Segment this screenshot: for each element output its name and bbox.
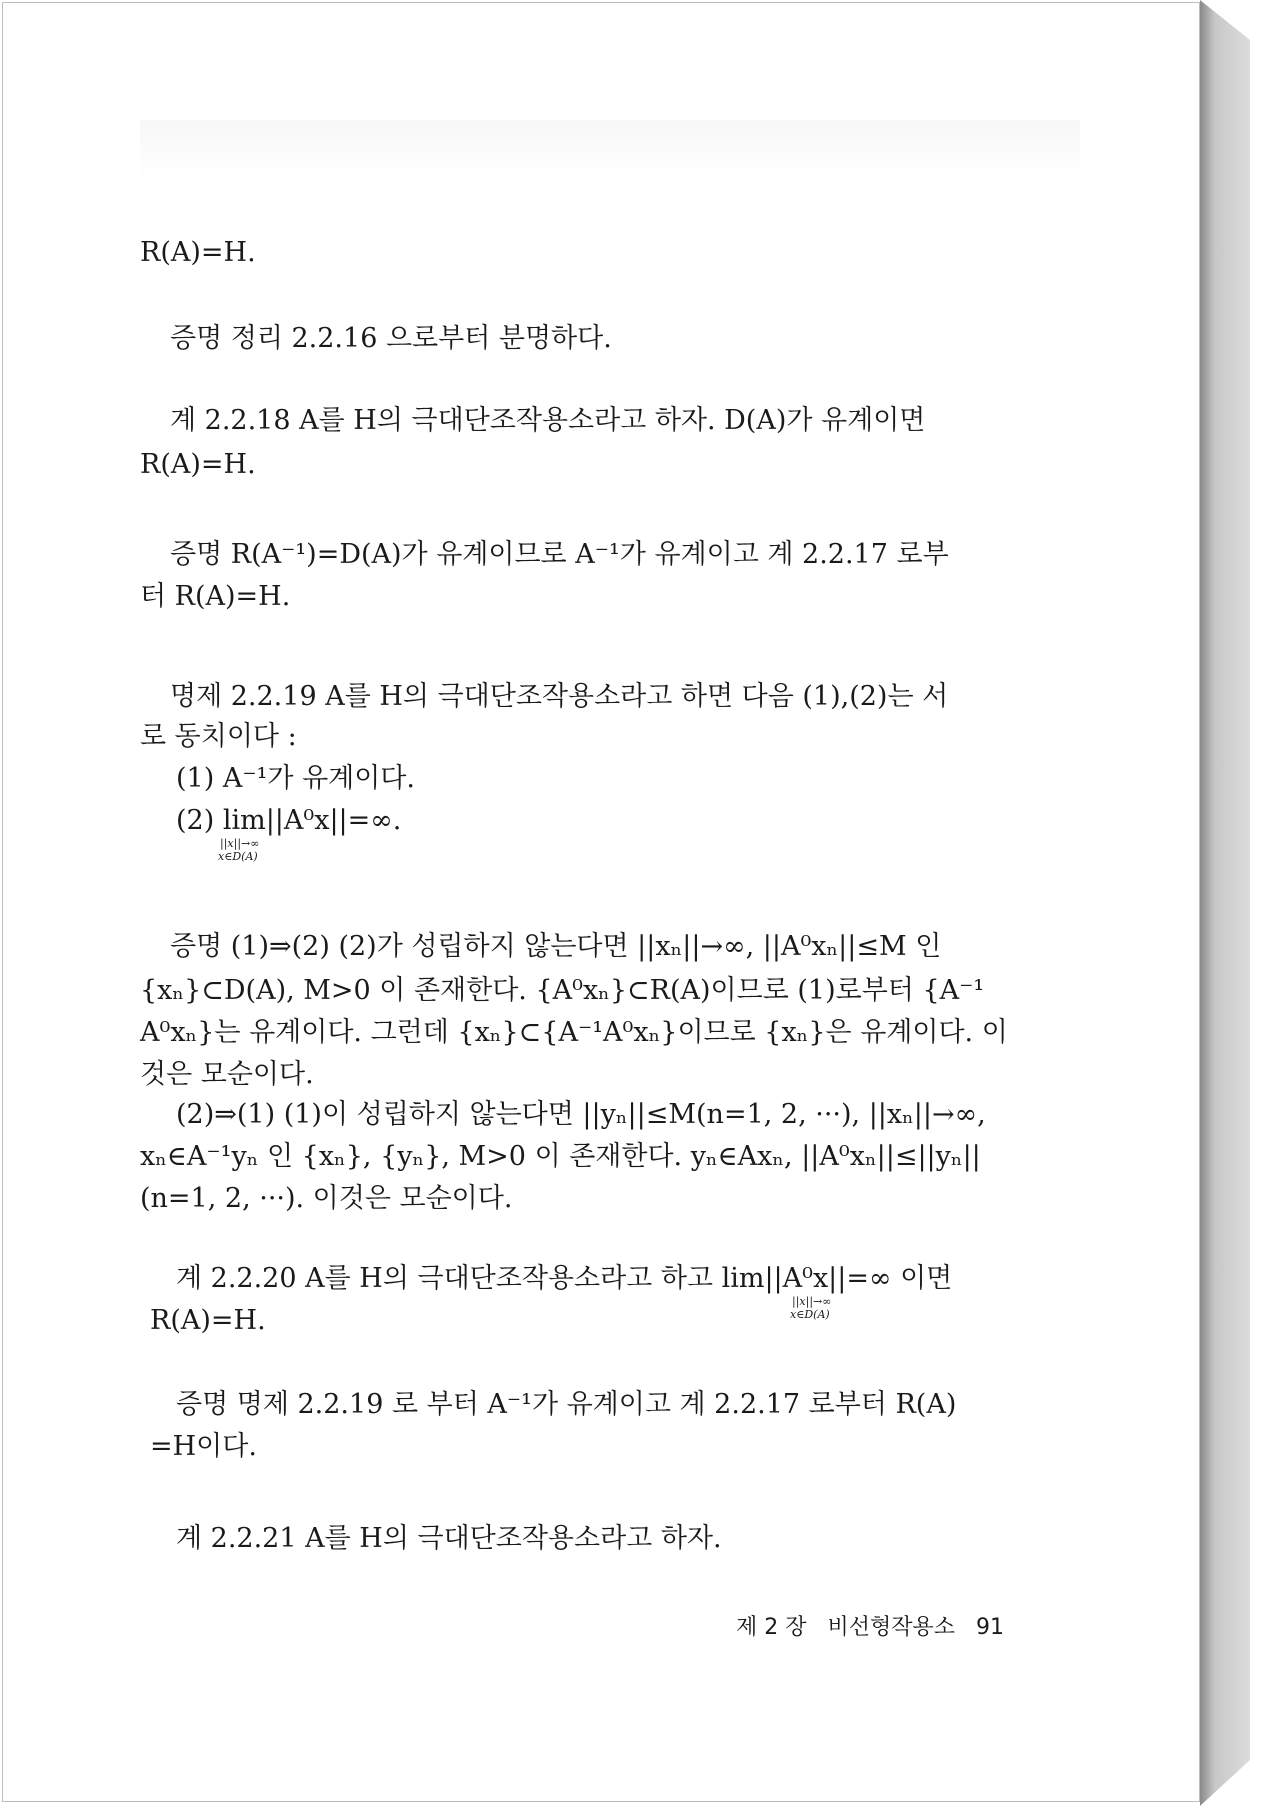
- limit-subscript-2: x∈D(A): [218, 850, 258, 863]
- scan-shadow: [140, 120, 1080, 180]
- text-line: (2)⇒(1) (1)이 성립하지 않는다면 ||yₙ||≤M(n=1, 2, ···), ||xₙ||→∞,: [176, 1099, 986, 1130]
- page-stack-edge: [1200, 0, 1250, 1806]
- text-line: 로 동치이다 :: [140, 721, 297, 752]
- text-line: R(A)=H.: [150, 1305, 266, 1336]
- condition-2: (2) lim||A⁰x||=∞.: [176, 805, 402, 836]
- proposition-heading: 명제 2.2.19 A를 H의 극대단조작용소라고 하면 다음 (1),(2)는 서: [170, 681, 949, 712]
- corollary-heading: 계 2.2.18 A를 H의 극대단조작용소라고 하자. D(A)가 유계이면: [170, 405, 926, 436]
- text-line: A⁰xₙ}는 유계이다. 그런데 {xₙ}⊂{A⁻¹A⁰xₙ}이므로 {xₙ}은 유계이다. 이: [140, 1017, 1008, 1048]
- limit-subscript-4: x∈D(A): [790, 1308, 830, 1321]
- footer-chapter: 제 2 장: [736, 1615, 807, 1640]
- text-line: {xₙ}⊂D(A), M>0 이 존재한다. {A⁰xₙ}⊂R(A)이므로 (1)로부터 {A⁻¹: [140, 975, 985, 1006]
- text-line: =H이다.: [150, 1431, 257, 1462]
- text-line: xₙ∈A⁻¹yₙ 인 {xₙ}, {yₙ}, M>0 이 존재한다. yₙ∈Axₙ, ||A⁰xₙ||≤||yₙ||: [140, 1141, 981, 1172]
- text-line: 것은 모순이다.: [140, 1059, 314, 1090]
- limit-subscript-3: ||x||→∞: [792, 1295, 832, 1308]
- text-line: 터 R(A)=H.: [140, 581, 291, 612]
- text-line: R(A)=H.: [140, 449, 256, 480]
- page-number: 91: [976, 1615, 1005, 1640]
- condition-1: (1) A⁻¹가 유계이다.: [176, 763, 415, 794]
- limit-subscript-1: ||x||→∞: [220, 837, 260, 850]
- proof-line: 증명 정리 2.2.16 으로부터 분명하다.: [170, 323, 612, 354]
- page-footer: [722, 1610, 1004, 1641]
- corollary-heading: 계 2.2.21 A를 H의 극대단조작용소라고 하자.: [176, 1523, 722, 1554]
- proof-line: 증명 (1)⇒(2) (2)가 성립하지 않는다면 ||xₙ||→∞, ||A⁰xₙ||≤M 인: [170, 931, 942, 962]
- proof-line: 증명 명제 2.2.19 로 부터 A⁻¹가 유계이고 계 2.2.17 로부터 R(A): [176, 1389, 957, 1420]
- text-line: (n=1, 2, ···). 이것은 모순이다.: [140, 1183, 513, 1214]
- text-line: R(A)=H.: [140, 237, 256, 268]
- footer-title: 비선형작용소: [827, 1615, 956, 1640]
- proof-line: 증명 R(A⁻¹)=D(A)가 유계이므로 A⁻¹가 유계이고 계 2.2.17 로부: [170, 539, 949, 570]
- corollary-heading: 계 2.2.20 A를 H의 극대단조작용소라고 하고 lim||A⁰x||=∞ 이면: [176, 1263, 953, 1294]
